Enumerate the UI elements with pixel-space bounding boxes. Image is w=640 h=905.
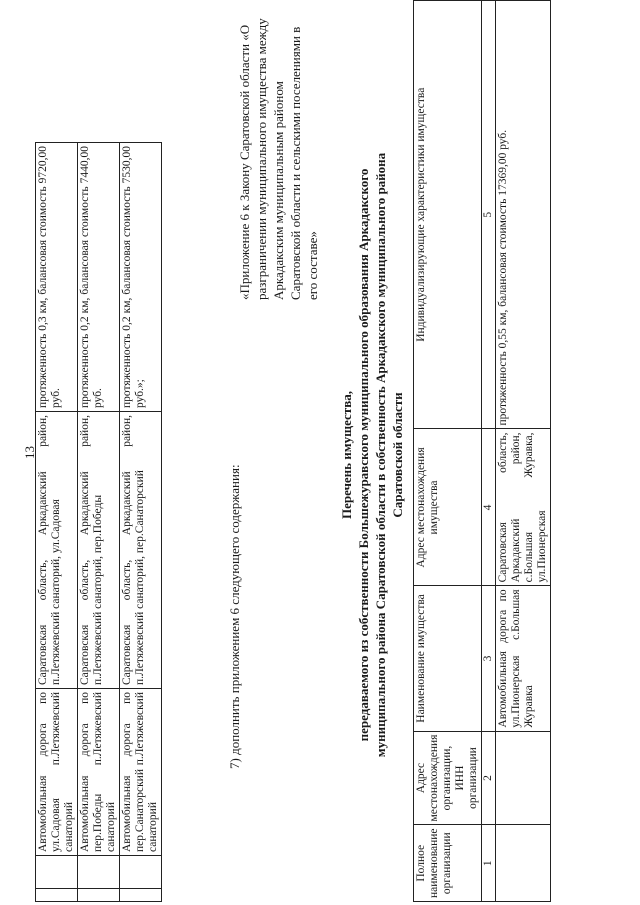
page-number: 13 <box>22 446 37 459</box>
column-header: Адрес местонахождения организации, ИНН организации <box>414 731 482 825</box>
table-row <box>36 143 78 902</box>
org-address <box>496 731 551 825</box>
column-header: Полное наименование организации <box>414 825 482 902</box>
heading-line: муниципального района Саратовской области в собственность Аркадакского муниципального района <box>373 152 388 758</box>
org-name <box>496 825 551 902</box>
property-table <box>413 0 551 902</box>
column-header: Индивидуализирующие характеристики имущества <box>414 1 482 429</box>
road-address: Саратовская область, Аркадакский район, п.Летяжевский санаторий, ул.Садовая <box>36 412 78 689</box>
property-address: Саратовская область, Аркадакский район, с.Большая Журавка, ул.Пионерская <box>496 429 551 586</box>
road-characteristics: протяженность 0,2 км, балансовая стоимость 7530,00 руб.»; <box>120 143 162 412</box>
road-name: Автомобильная дорога по ул.Садовая п.Летяжевский санаторий <box>36 689 78 856</box>
road-characteristics: протяженность 0,3 км, балансовая стоимость 9720,00 руб. <box>36 143 78 412</box>
table-row <box>78 143 120 902</box>
property-characteristics: протяженность 0,55 км, балансовая стоимость 17369,00 руб. <box>496 1 551 429</box>
road-name: Автомобильная дорога по пер.Санаторский п.Летяжевский санаторий <box>120 689 162 856</box>
column-number: 2 <box>482 731 496 825</box>
column-number: 3 <box>482 586 496 731</box>
column-number: 5 <box>482 1 496 429</box>
column-number: 4 <box>482 429 496 586</box>
roads-table <box>35 142 162 902</box>
appendix-note: «Приложение 6 к Закону Саратовской области «О разграничении муниципального имущества между Аркадакским муниципальным районом Саратовской области и сельскими поселениями в его составе» <box>237 18 320 300</box>
table-row <box>120 143 162 902</box>
column-number: 1 <box>482 825 496 902</box>
column-number-row <box>482 1 496 902</box>
road-address: Саратовская область, Аркадакский район, п.Летяжевский санаторий, пер.Санаторский <box>120 412 162 689</box>
column-header: Адрес местонахождения имущества <box>414 429 482 586</box>
heading-line: передаваемого из собственности Большежуравского муниципального образования Аркадакского <box>356 168 371 742</box>
heading-line: Саратовской области <box>390 392 405 518</box>
amendment-paragraph: 7) дополнить приложением 6 следующего содержания: <box>227 464 242 769</box>
heading-title: Перечень имущества, <box>339 391 354 519</box>
road-address: Саратовская область, Аркадакский район, п.Летяжевский санаторий, пер.Победы <box>78 412 120 689</box>
road-characteristics: протяженность 0,2 км, балансовая стоимость 7440,00 руб. <box>78 143 120 412</box>
column-header: Наименование имущества <box>414 586 482 731</box>
property-name: Автомобильная дорога по ул.Пионерская с.Большая Журавка <box>496 586 551 731</box>
list-heading <box>338 75 406 835</box>
table-row <box>496 1 551 902</box>
road-name: Автомобильная дорога по пер.Победы п.Летяжевский санаторий <box>78 689 120 856</box>
table-header-row <box>414 1 482 902</box>
